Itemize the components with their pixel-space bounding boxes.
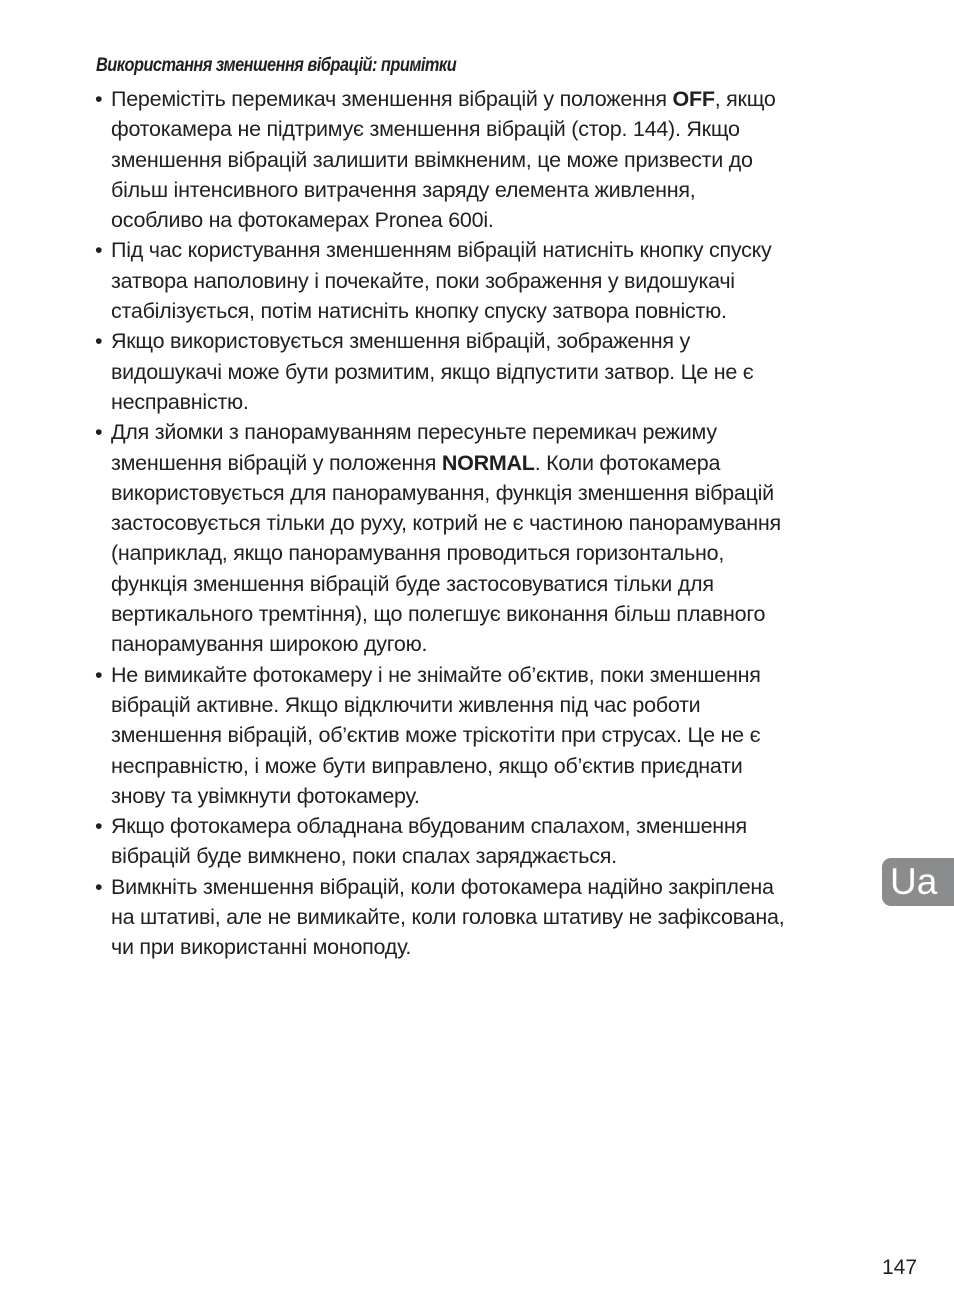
language-tab: Ua — [882, 858, 954, 906]
note-line — [111, 538, 885, 568]
note-line — [111, 690, 885, 720]
note-line — [111, 569, 885, 599]
switch-position-label: OFF — [672, 87, 715, 111]
note-text: , якщо — [714, 87, 776, 111]
note-line — [111, 478, 885, 508]
note-line — [111, 326, 885, 356]
notes-list — [95, 84, 885, 963]
note-item — [95, 660, 885, 811]
bullet-icon: • — [95, 662, 103, 687]
note-text: більш інтенсивного витрачення заряду елемента живлення, — [111, 177, 696, 202]
note-text: Під час користування зменшенням вібрацій натисніть кнопку спуску — [111, 238, 772, 263]
note-text: знову та увімкнути фотокамеру. — [111, 783, 420, 808]
note-text: фотокамера не підтримує зменшення вібрацій (стор. 144). Якщо — [111, 117, 740, 142]
note-text: несправністю. — [111, 389, 249, 414]
note-text: зменшення вібрацій залишити ввімкненим, це може призвести до — [111, 147, 753, 172]
note-line — [111, 175, 885, 205]
page-number: 147 — [882, 1256, 918, 1279]
note-line — [111, 448, 885, 478]
section-heading: Використання зменшення вібрацій: примітки — [96, 55, 457, 76]
note-line — [111, 417, 885, 447]
note-text: чи при використанні моноподу. — [111, 935, 412, 960]
note-item — [95, 326, 885, 417]
note-text: функція зменшення вібрацій буде застосовуватися тільки для — [111, 571, 714, 596]
note-item — [95, 84, 885, 235]
note-line — [111, 145, 885, 175]
note-line — [111, 205, 885, 235]
note-item — [95, 417, 885, 659]
note-item — [95, 811, 885, 872]
note-item — [95, 235, 885, 326]
note-line — [111, 235, 885, 265]
bullet-icon: • — [95, 420, 103, 445]
note-line — [111, 508, 885, 538]
note-line — [111, 387, 885, 417]
note-text: на штативі, але не вимикайте, коли головка штативу не зафіксована, — [111, 905, 785, 930]
note-line — [111, 84, 885, 114]
note-text: (наприклад, якщо панорамування проводиться горизонтально, — [111, 541, 725, 566]
note-line — [111, 720, 885, 750]
note-line — [111, 114, 885, 144]
note-text: Перемістіть перемикач зменшення вібрацій у положення — [111, 87, 673, 111]
note-line — [111, 841, 885, 871]
note-text: застосовується тільки до руху, котрий не є частиною панорамування — [111, 511, 781, 536]
note-line — [111, 599, 885, 629]
note-line — [111, 357, 885, 387]
note-line — [111, 811, 885, 841]
note-text: зменшення вібрацій, об’єктив може тріскотіти при струсах. Це не є — [111, 723, 761, 748]
note-text: Якщо використовується зменшення вібрацій, зображення у — [111, 329, 690, 354]
bullet-icon: • — [95, 238, 103, 263]
note-line — [111, 872, 885, 902]
note-line — [111, 751, 885, 781]
note-text: Вимкніть зменшення вібрацій, коли фотокамера надійно закріплена — [111, 874, 774, 899]
note-text: Не вимикайте фотокамеру і не знімайте об’єктив, поки зменшення — [111, 662, 761, 687]
note-text: панорамування широкою дугою. — [111, 632, 428, 657]
switch-position-label: NORMAL — [441, 450, 535, 475]
note-line — [111, 660, 885, 690]
note-text: вертикального тремтіння), що полегшує виконання більш плавного — [111, 602, 766, 627]
bullet-icon: • — [95, 329, 103, 354]
note-text: особливо на фотокамерах Pronea 600i. — [111, 208, 494, 233]
note-text: несправністю, і може бути виправлено, якщо об’єктив приєднати — [111, 753, 743, 778]
note-text: вібрацій активне. Якщо відключити живлення під час роботи — [111, 692, 701, 717]
note-text: Для зйомки з панорамуванням пересуньте перемикач режиму — [111, 420, 717, 445]
note-text: видошукачі може бути розмитим, якщо відпустити затвор. Це не є — [111, 359, 754, 384]
note-text: . Коли фотокамера — [534, 450, 721, 475]
note-text: вібрацій буде вимкнено, поки спалах заряджається. — [111, 844, 617, 869]
note-item — [95, 872, 885, 963]
bullet-icon: • — [95, 874, 103, 899]
note-line — [111, 296, 885, 326]
note-text: використовується для панорамування, функція зменшення вібрацій — [111, 480, 774, 505]
note-text: затвора наполовину і почекайте, поки зображення у видошукачі — [111, 268, 735, 293]
note-text: стабілізується, потім натисніть кнопку спуску затвора повністю. — [111, 299, 727, 324]
note-text: Якщо фотокамера обладнана вбудованим спалахом, зменшення — [111, 814, 747, 839]
note-line — [111, 932, 885, 962]
note-line — [111, 781, 885, 811]
bullet-icon: • — [95, 87, 103, 111]
note-text: зменшення вібрацій у положення — [111, 450, 442, 475]
bullet-icon: • — [95, 814, 103, 839]
note-line — [111, 902, 885, 932]
note-line — [111, 266, 885, 296]
note-line — [111, 629, 885, 659]
